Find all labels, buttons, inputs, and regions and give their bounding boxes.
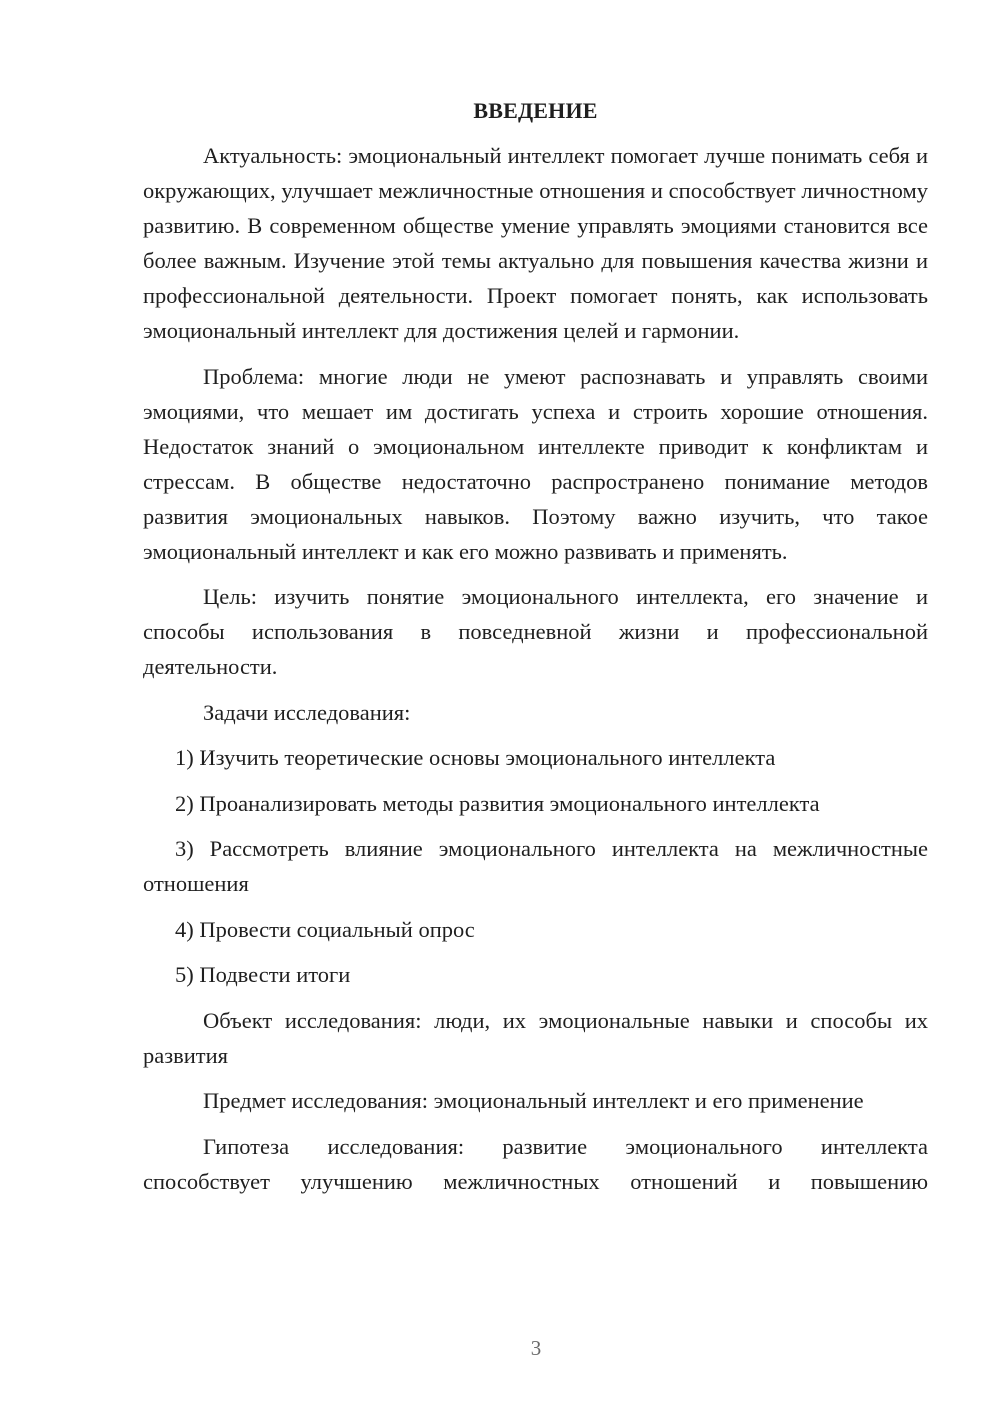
paragraph-problem: Проблема: многие люди не умеют распознавать и управлять своими эмоциями, что мешает им достигать успеха и строить хорошие отношения. Недостаток знаний о эмоциональном интеллекте приводит к конфликтам и стрессам. В обществе недостаточно распространено понимание методов развития эмоциональных навыков. Поэтому важно изучить, что такое эмоциональный интеллект и как его можно развивать и применять. — [143, 363, 928, 564]
paragraph-object: Объект исследования: люди, их эмоциональные навыки и способы их развития — [143, 1007, 928, 1068]
task-item: 2) Проанализировать методы развития эмоционального интеллекта — [175, 790, 820, 816]
paragraph-subject: Предмет исследования: эмоциональный интеллект и его применение — [203, 1088, 864, 1113]
paragraph-relevance: Актуальность: эмоциональный интеллект помогает лучше понимать себя и окружающих, улучшает межличностные отношения и способствует личностному развитию. В современном обществе умение управлять эмоциями становится все более важным. Изучение этой темы актуально для повышения качества жизни и профессиональной деятельности. Проект помогает понять, как использовать эмоциональный интеллект для достижения целей и гармонии. — [143, 143, 928, 343]
page-number: 3 — [530, 1336, 542, 1360]
task-item: 5) Подвести итоги — [175, 962, 351, 987]
task-item: 4) Провести социальный опрос — [175, 916, 475, 942]
paragraph-tasks-heading: Задачи исследования: — [203, 699, 411, 725]
section-title: ВВЕДЕНИЕ — [473, 98, 598, 123]
task-item: 1) Изучить теоретические основы эмоционального интеллекта — [175, 745, 776, 770]
page-content — [143, 95, 928, 1199]
paragraph-goal: Цель: изучить понятие эмоционального интеллекта, его значение и способы использования в повседневной жизни и профессиональной деятельности. — [143, 584, 928, 679]
task-item: 3) Рассмотреть влияние эмоционального интеллекта на межличностные отношения — [143, 836, 928, 896]
paragraph-hypothesis: Гипотеза исследования: развитие эмоционального интеллекта способствует улучшению межличностных отношений и повышению — [143, 1133, 928, 1194]
